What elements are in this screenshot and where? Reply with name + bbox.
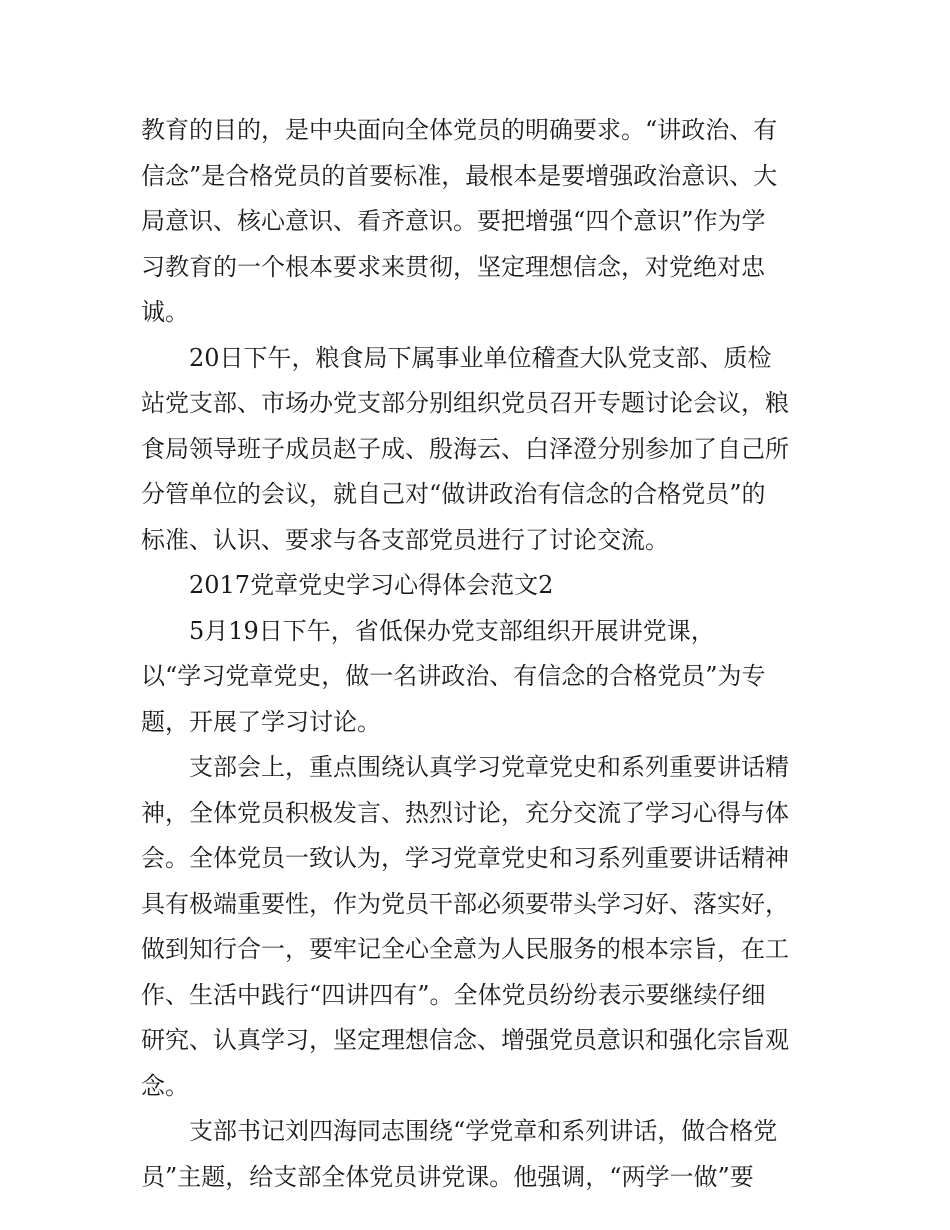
text-line: 会。全体党员一致认为，学习党章党史和习系列重要讲话精神 — [141, 844, 789, 872]
text-line: 教育的目的，是中央面向全体党员的明确要求。“讲政治、有 — [141, 116, 778, 144]
text-line: 站党支部、市场办党支部分别组织党员召开专题讨论会议，粮 — [141, 389, 789, 417]
text-line: 题，开展了学习讨论。 — [141, 707, 381, 736]
text-line: 做到知行合一，要牢记全心全意为人民服务的根本宗旨，在工 — [141, 935, 789, 963]
text-line: 局意识、核心意识、看齐意识。要把增强“四个意识”作为学 — [141, 207, 766, 235]
text-line: 20日下午，粮食局下属事业单位稽查大队党支部、质检 — [189, 343, 772, 372]
text-line: 诚。 — [141, 298, 189, 326]
text-line: 支部会上，重点围绕认真学习党章党史和系列重要讲话精 — [189, 753, 789, 781]
text-line: 研究、认真学习，坚定理想信念、增强党员意识和强化宗旨观 — [141, 1026, 789, 1054]
text-line: 作、生活中践行“四讲四有”。全体党员纷纷表示要继续仔细 — [141, 980, 766, 1009]
text-line: 分管单位的会议，就自己对“做讲政治有信念的合格党员”的 — [141, 480, 766, 508]
text-line: 具有极端重要性，作为党员干部必须要带头学习好、落实好， — [141, 889, 789, 918]
document-body — [141, 108, 821, 1200]
text-line: 神，全体党员积极发言、热烈讨论，充分交流了学习心得与体 — [141, 798, 789, 827]
text-line: 员”主题，给支部全体党员讲党课。他强调，“两学一做”要 — [141, 1162, 754, 1191]
text-line: 食局领导班子成员赵子成、殷海云、白泽澄分别参加了自己所 — [141, 434, 789, 463]
text-line: 信念”是合格党员的首要标准，最根本是要增强政治意识、大 — [141, 161, 778, 190]
text-line: 习教育的一个根本要求来贯彻，坚定理想信念，对党绝对忠 — [141, 252, 765, 281]
text-line: 5月19日下午，省低保办党支部组织开展讲党课， — [189, 616, 715, 645]
text-line: 支部书记刘四海同志围绕“学党章和系列讲话，做合格党 — [189, 1117, 778, 1145]
text-line: 标准、认识、要求与各支部党员进行了讨论交流。 — [141, 525, 669, 554]
text-line: 2017党章党史学习心得体会范文2 — [189, 571, 554, 599]
text-line: 以“学习党章党史，做一名讲政治、有信念的合格党员”为专 — [141, 662, 766, 690]
text-line: 念。 — [141, 1071, 189, 1100]
